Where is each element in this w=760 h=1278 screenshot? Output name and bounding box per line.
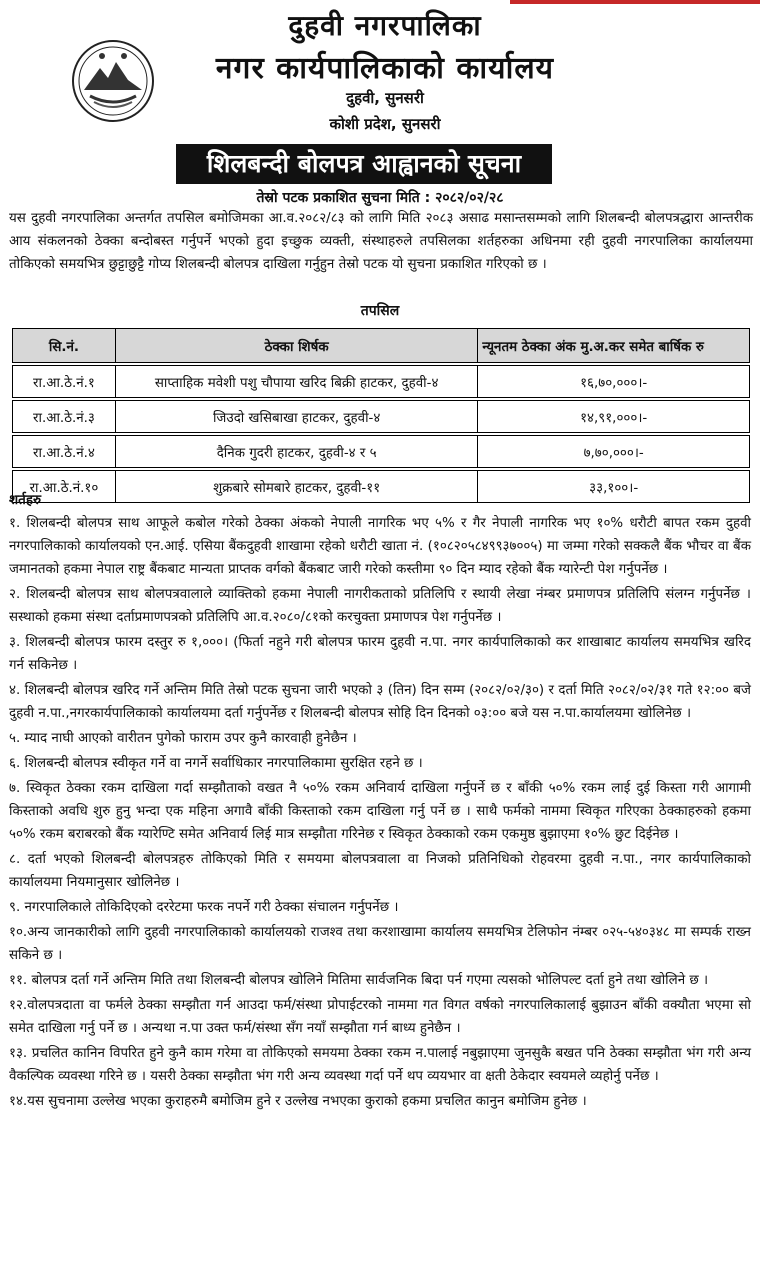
cell-amount: १४,९१,०००।-	[478, 401, 750, 433]
col-header-title: ठेक्का शिर्षक	[115, 329, 477, 363]
table-row	[13, 366, 750, 398]
cell-title: जिउदो खसिबाखा हाटकर, दुहवी-४	[115, 401, 477, 433]
cell-sn: रा.आ.ठे.नं.१०	[13, 471, 116, 503]
term-item: ८. दर्ता भएको शिलबन्दी बोलपत्रहरु तोकिएको मिति र समयमा बोलपत्रवाला वा निजको प्रतिनिधिको रोहवरमा दुहवी न.पा., नगर कार्यपालिकाको कार्यालयमा नियमानुसार खोलिनेछ ।	[9, 852, 751, 890]
table-row	[13, 471, 750, 503]
terms-heading: शर्तहरु	[9, 492, 42, 508]
term-item: १०.अन्य जानकारीको लागि दुहवी नगरपालिकाको कार्यालयको राजश्व तथा करशाखामा कार्यालय समयभित्र टेलिफोन नंम्बर ०२५-५४०३४८ मा सम्पर्क राख्न सकिने छ ।	[9, 925, 751, 963]
term-item: १. शिलबन्दी बोलपत्र साथ आफूले कबोल गरेको ठेक्का अंकको नेपाली नागरिक भए ५% र गैर नेपाली नागरिक भए १०% धरौटी बापत रकम दुहवी नगरपालिकाको कार्यालयको एन.आई. एसिया बैंकदुहवी शाखामा रहेको धरौटी खाता नं. (१०८२०५८४९९३७००५) मा जम्मा गरेको सक्कलै बैंक भौचर वा बैंक जमानतको हकमा नेपाल राष्ट्र बैंकबाट मान्यता प्राप्तक वर्गको बैंकबाट जारी गरेको कस्तीमा ९० दिन म्याद रहेको बैंक ग्यारेन्टी पेश गर्नुपर्नेछ ।	[9, 516, 751, 577]
cell-title: शुक्रबारे सोमबारे हाटकर, दुहवी-११	[115, 471, 477, 503]
top-accent-bar	[510, 0, 760, 4]
term-item: ४. शिलबन्दी बोलपत्र खरिद गर्ने अन्तिम मिति तेस्रो पटक सुचना जारी भएको ३ (तिन) दिन सम्म (२०८२/०२/३०) र दर्ता मिति २०८२/०२/३१ गते १२:०० बजे दुहवी न.पा.,नगरकार्यपालिकाको कार्यालयमा दर्ता गर्नुपर्नेछ र शिलबन्दी बोलपत्र सोहि दिन दिनको ०३:०० बजे यस न.पा.कार्यालयमा खोलिनेछ ।	[9, 683, 751, 721]
cell-amount: ३३,१००।-	[478, 471, 750, 503]
term-item: २. शिलबन्दी बोलपत्र साथ बोलपत्रवालाले व्याक्तिको हकमा नेपाली नागरीकताको प्रतिलिपि र स्थायी लेखा नंम्बर प्रमाणपत्र प्रतिलिपि संलग्न गर्नुपर्नेछ । सस्थाको हकमा संस्था दर्ताप्रमाणपत्रको प्रतिलिपि आ.व.२०८०/८१को करचुक्ता प्रमाणपत्र पेश गर्नुपर्नेछ ।	[9, 587, 751, 625]
tapasil-heading: तपसिल	[360, 303, 400, 319]
publication-date: तेस्रो पटक प्रकाशित सुचना मिति : २०८२/०२/२८	[256, 190, 504, 206]
municipality-name: दुहवी नगरपालिका	[288, 9, 482, 42]
intro-paragraph: यस दुहवी नगरपालिका अन्तर्गत तपसिल बमोजिमका आ.व.२०८२/८३ को लागि मिति २०८३ असाढ मसान्तसम्मको लागि शिलबन्दी बोलपत्रद्धारा आन्तरीक आय संकलनको ठेक्का बन्दोबस्त गर्नुपर्ने भएको हुदा इच्छुक व्यक्ती, संस्थाहरुले तपसिलका शर्तहरुका अधिनमा रही दुहवी नगरपालिका कार्यालयमा तोकिएको समयभित्र छुट्टाछुट्टै गोप्य शिलबन्दी बोलपत्र दाखिला गर्नुहुन तेस्रो पटक यो सुचना प्रकाशित गरिएको छ ।	[9, 211, 753, 272]
term-item: १४.यस सुचनामा उल्लेख भएका कुराहरुमै बमोजिम हुने र उल्लेख नभएका कुराको हकमा प्रचलित कानुन बमोजिम हुनेछ ।	[9, 1094, 587, 1109]
term-item: ५. म्याद नाघी आएको वारीतन पुगेको फाराम उपर कुनै कारवाही हुनेछैन ।	[9, 731, 357, 746]
cell-amount: ७,७०,०००।-	[478, 436, 750, 468]
cell-sn: रा.आ.ठे.नं.३	[13, 401, 116, 433]
terms-list	[9, 512, 751, 1115]
term-item: ९. नगरपालिकाले तोकिदिएको दररेटमा फरक नपर्ने गरी ठेक्का संचालन गर्नुपर्नेछ ।	[9, 900, 399, 915]
address-line-2: कोशी प्रदेश, सुनसरी	[329, 115, 441, 133]
term-item: ३. शिलबन्दी बोलपत्र फारम दस्तुर रु १,०००। (फिर्ता नहुने गरी बोलपत्र फारम दुहवी न.पा. नगर कार्यपालिकाको कर शाखाबाट कार्यालय समयभित्र खरिद गर्न सकिनेछ ।	[9, 635, 751, 673]
contract-table	[12, 328, 750, 503]
cell-sn: रा.आ.ठे.नं.१	[13, 366, 116, 398]
col-header-sn: सि.नं.	[13, 329, 116, 363]
office-name: नगर कार्यपालिकाको कार्यालय	[215, 51, 555, 86]
term-item: १२.वोलपत्रदाता वा फर्मले ठेक्का सम्झौता गर्न आउदा फर्म/संस्था प्रोपाईटरको नाममा गत विगत वर्षको नगरपालिकालाई बुझाउन बाँकी वक्यौता भएमा सो समेत दाखिला गर्नु पर्ने छ । अन्यथा न.पा उक्त फर्म/संस्था सँग नयाँ सम्झौता गर्न बाध्य हुनेछैन ।	[9, 998, 751, 1036]
municipality-emblem-icon	[70, 38, 156, 124]
table-row	[13, 436, 750, 468]
table-row	[13, 401, 750, 433]
term-item: ७. स्विकृत ठेक्का रकम दाखिला गर्दा सम्झौताको वखत नै ५०% रकम अनिवार्य दाखिला गर्नुपर्ने छ र बाँकी ५०% रकम लाई दुई किस्ता गरी आगामी किस्ताको अवधि शुरु हुनु भन्दा एक महिना अगावै बाँकी किस्ताको रकम दाखिला गर्नु पर्ने छ । साथै फर्मको नाममा स्विकृत गरिएका ठेक्काहरुको हकमा ५०% रकम बराबरको बैंक ग्यारेण्टि समेत अनिवार्य लिई मात्र सम्झौता गरिनेछ र स्विकृत ठेक्काको रकम एकमुष्ठ बुझाएमा १०% छुट दिईनेछ ।	[9, 781, 751, 842]
notice-title-banner: शिलबन्दी बोलपत्र आह्वानको सूचना	[176, 144, 552, 184]
col-header-amount: न्यूनतम ठेक्का अंक मु.अ.कर समेत बार्षिक रु	[478, 329, 750, 363]
cell-title: साप्ताहिक मवेशी पशु चौपाया खरिद बिक्री हाटकर, दुहवी-४	[115, 366, 477, 398]
term-item: ६. शिलबन्दी बोलपत्र स्वीकृत गर्ने वा नगर्ने सर्वाधिकार नगरपालिकामा सुरक्षित रहने छ ।	[9, 756, 423, 771]
term-item: १३. प्रचलित कानिन विपरित हुने कुनै काम गरेमा वा तोकिएको समयमा ठेक्का रकम न.पालाई नबुझाएमा जुनसुकै बखत पनि ठेक्का सम्झौता भंग गरी अन्य वैकल्पिक व्यवस्था गरिने छ । यसरी ठेक्का सम्झौता भंग गरी अन्य व्यवस्था गर्दा पर्ने थप व्ययभार वा क्षती ठेकेदार स्वयमले व्यहोर्नु पर्नेछ ।	[9, 1046, 751, 1084]
cell-sn: रा.आ.ठे.नं.४	[13, 436, 116, 468]
table-header-row	[13, 329, 750, 363]
term-item: ११. बोलपत्र दर्ता गर्ने अन्तिम मिति तथा शिलबन्दी बोलपत्र खोलिने मितिमा सार्वजनिक बिदा पर्न गएमा त्यसको भोलिपल्ट दर्ता हुने तथा खोलिने छ ।	[9, 973, 709, 988]
cell-amount: १६,७०,०००।-	[478, 366, 750, 398]
cell-title: दैनिक गुदरी हाटकर, दुहवी-४ र ५	[115, 436, 477, 468]
address-line-1: दुहवी, सुनसरी	[346, 89, 424, 107]
